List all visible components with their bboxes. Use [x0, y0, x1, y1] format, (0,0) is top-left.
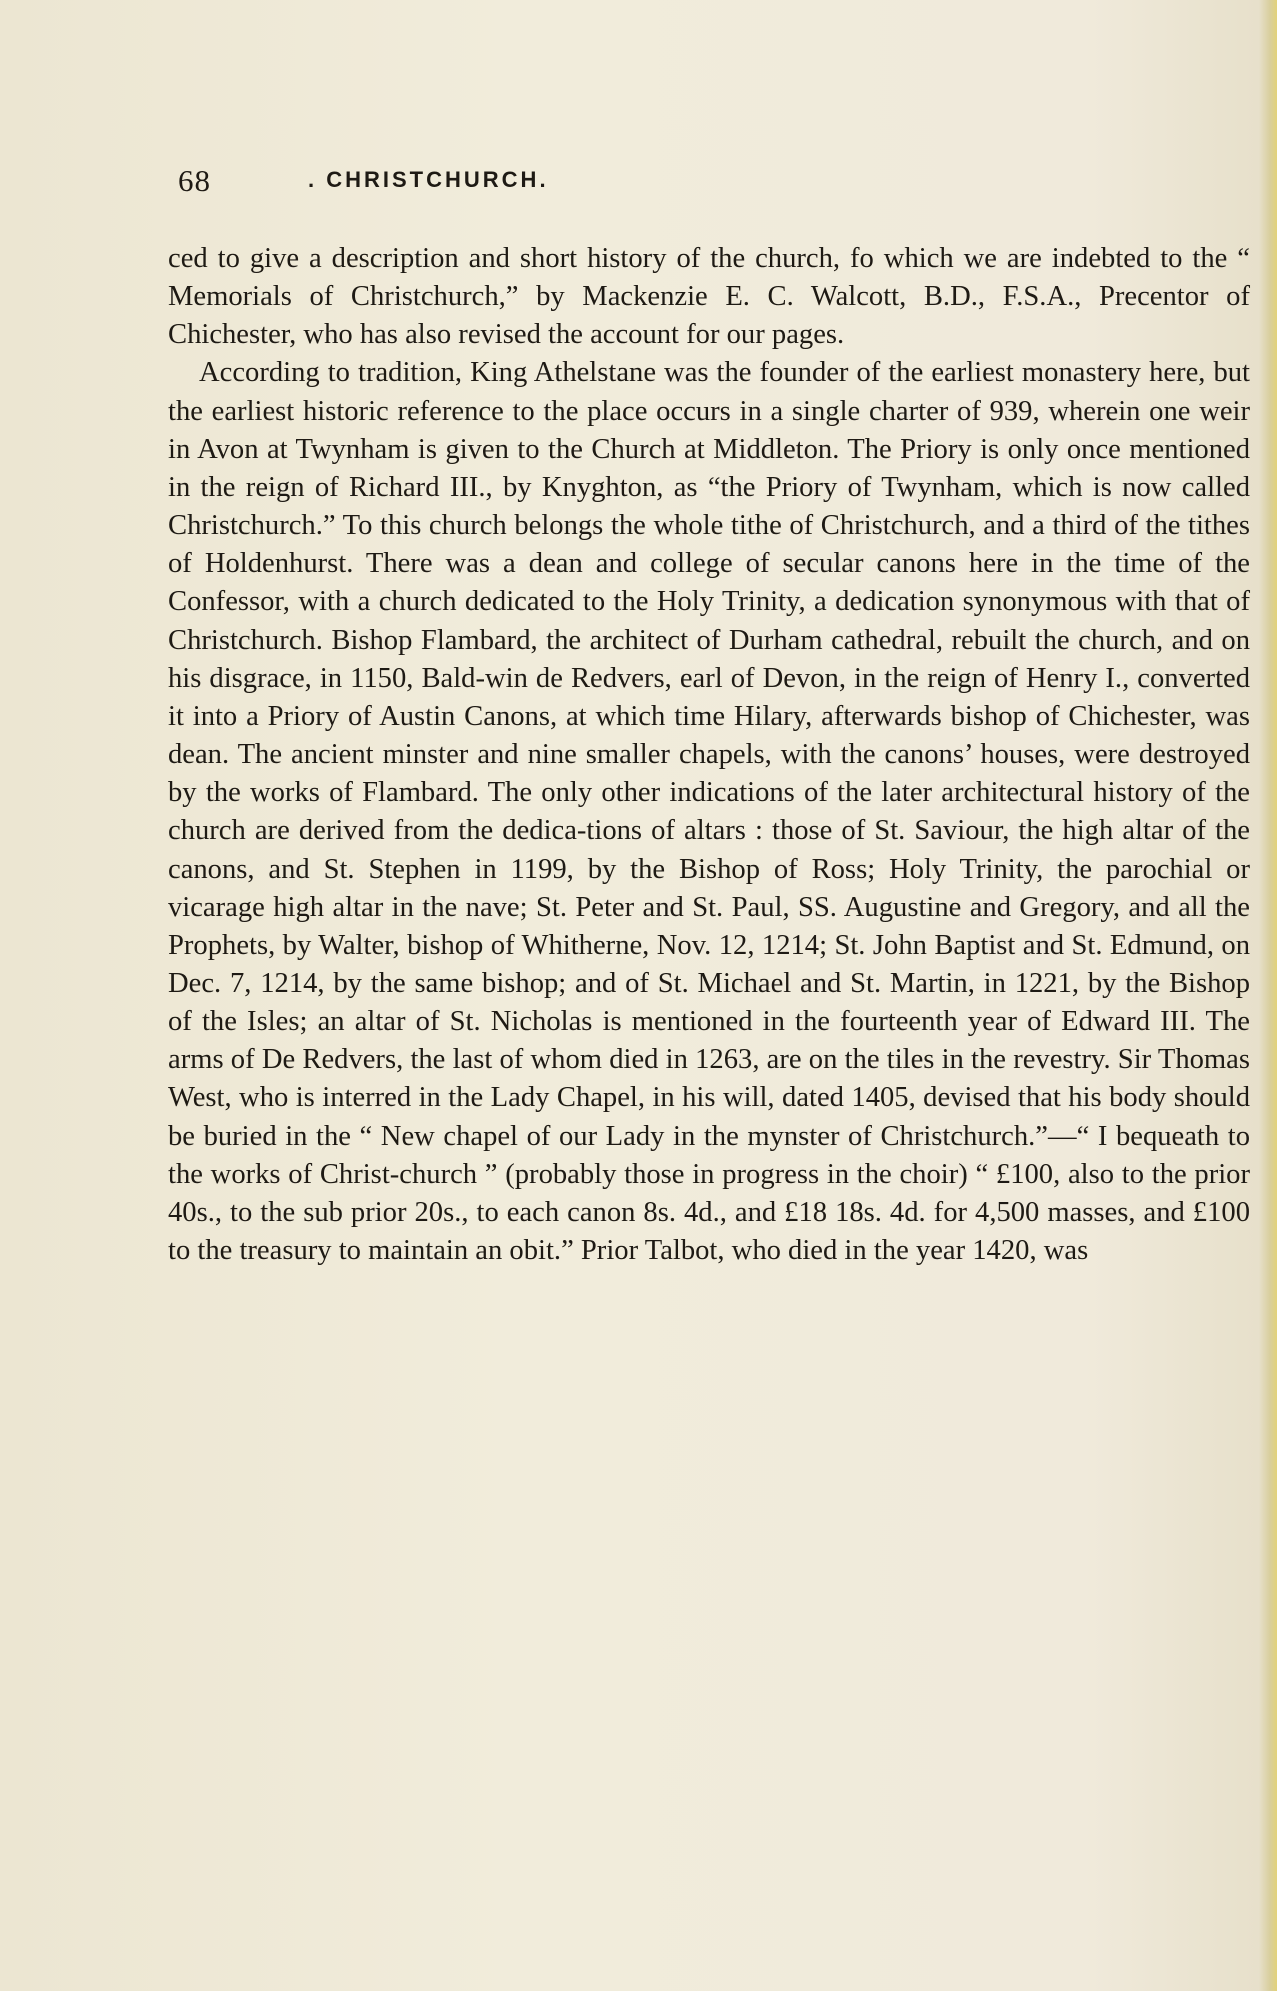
- paragraph-continued: ced to give a description and short history of the church, fo which we are indebted to the “ Memorials of Christchurch,” by Mackenzie E. C. Walcott, B.D., F.S.A., Precentor of Chichester, who has also revised the account for our pages.: [168, 243, 1250, 351]
- running-title: . CHRISTCHURCH.: [308, 167, 549, 192]
- paragraph-tradition: According to tradition, King Athelstane was the founder of the earliest monastery here, but the earliest historic reference to the place occurs in a single charter of 939, wherein one weir in Avon at Twynham is given to the Church at Middleton. The Priory is only once mentioned in the reign of Richard III., by Knyghton, as “the Priory of Twynham, which is now called Christchurch.” To this church belongs the whole tithe of Christchurch, and a third of the tithes of Holdenhurst. There was a dean and college of secular canons here in the time of the Confessor, with a church dedicated to the Holy Trinity, a dedication synonymous with that of Christchurch. Bishop Flambard, the architect of Durham cathedral, rebuilt the church, and on his disgrace, in 1150, Bald-win de Redvers, earl of Devon, in the reign of Henry I., converted it into a Priory of Austin Canons, at which time Hilary, afterwards bishop of Chichester, was dean. The ancient minster and nine smaller chapels, with the canons’ houses, were destroyed by the works of Flambard. The only other indications of the later architectural history of the church are derived from the dedica-tions of altars : those of St. Saviour, the high altar of the canons, and St. Stephen in 1199, by the Bishop of Ross; Holy Trinity, the parochial or vicarage high altar in the nave; St. Peter and St. Paul, SS. Augustine and Gregory, and all the Prophets, by Walter, bishop of Whitherne, Nov. 12, 1214; St. John Baptist and St. Edmund, on Dec. 7, 1214, by the same bishop; and of St. Michael and St. Martin, in 1221, by the Bishop of the Isles; an altar of St. Nicholas is mentioned in the fourteenth year of Edward III. The arms of De Redvers, the last of whom died in 1263, are on the tiles in the revestry. Sir Thomas West, who is interred in the Lady Chapel, in his will, dated 1405, devised that his body should be buried in the “ New chapel of our Lady in the mynster of Christchurch.”—“ I bequeath to the works of Christ-church ” (probably those in progress in the choir) “ £100, also to the prior 40s., to the sub prior 20s., to each canon 8s. 4d., and £18 18s. 4d. for 4,500 masses, and £100 to the treasury to maintain an obit.” Prior Talbot, who died in the year 1420, was: [168, 357, 1250, 1267]
- page-header: [178, 163, 1248, 213]
- page-number: 68: [178, 163, 211, 198]
- body-text: [168, 240, 1250, 1270]
